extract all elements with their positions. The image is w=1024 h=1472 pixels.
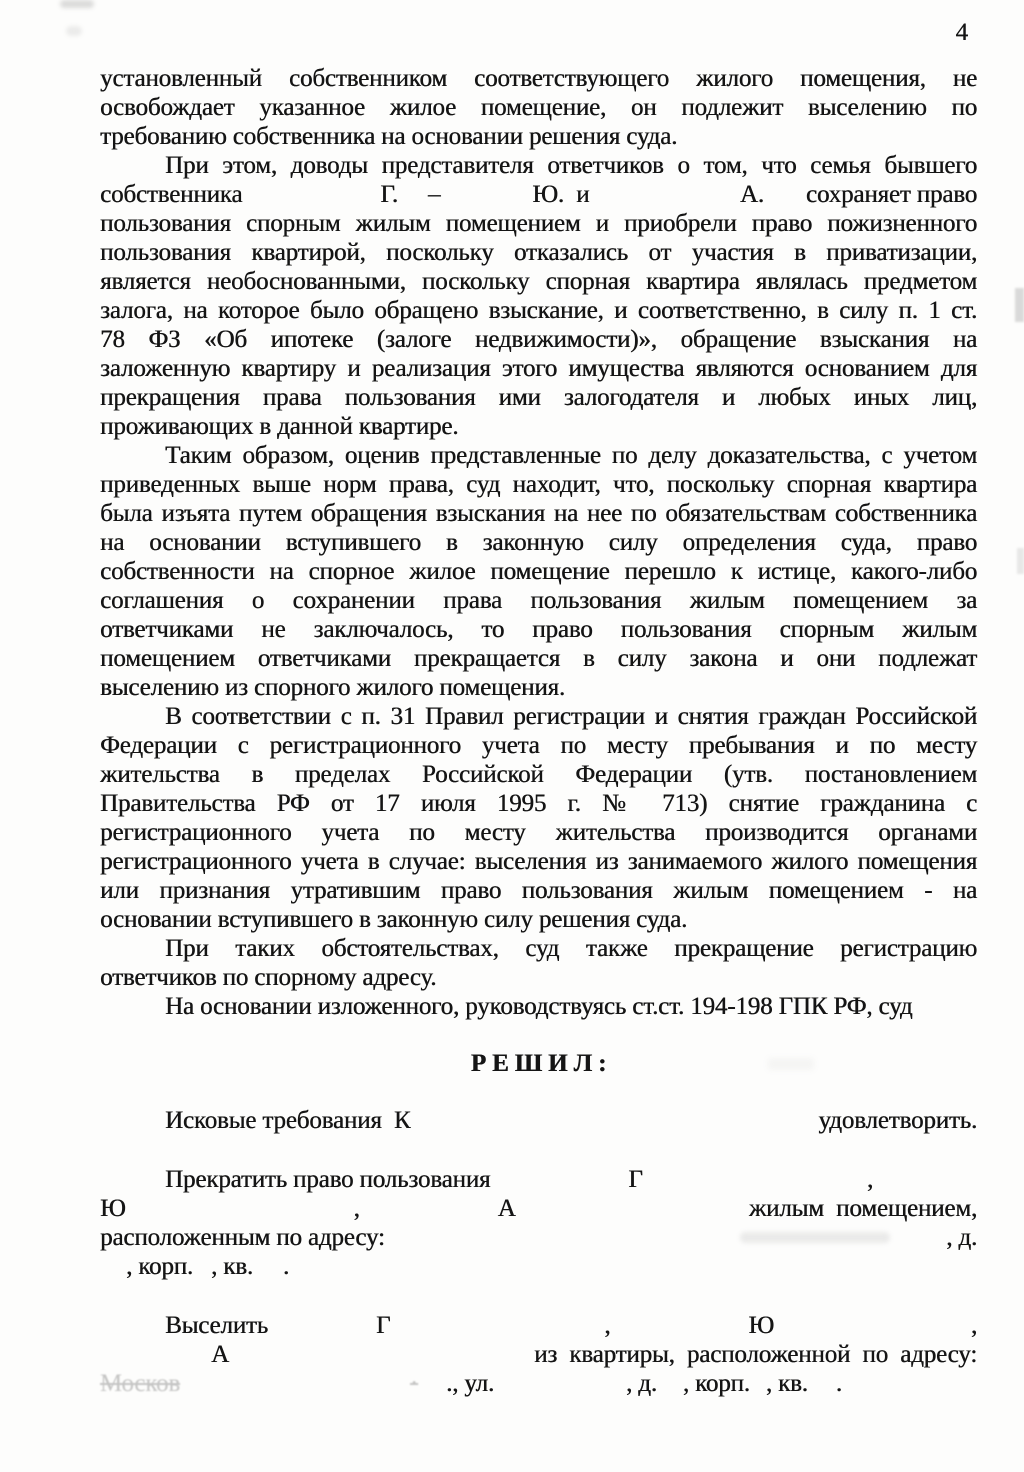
- text-run: , д.: [946, 1224, 977, 1251]
- text-run: из квартиры, расположенной по адресу:: [534, 1341, 977, 1368]
- text-run: –: [427, 181, 441, 208]
- text-line: Правительства РФ от 17 июля 1995 г. № 713) снятие гражданина с: [100, 790, 977, 817]
- text-run: удовлетворить.: [818, 1107, 977, 1134]
- redaction-gap: [589, 180, 740, 209]
- text-line: ответчиков по спорному адресу.: [100, 964, 437, 991]
- text-line: [100, 1223, 977, 1252]
- decision-evict-line: [100, 1311, 977, 1340]
- text-run: Прекратить право пользования: [165, 1166, 491, 1193]
- redaction-gap: [410, 1106, 818, 1135]
- scan-artifact: [60, 0, 94, 8]
- redaction-smudge: [740, 1232, 890, 1243]
- text-line: выселению из спорного жилого помещения.: [100, 674, 565, 701]
- redaction-gap: [229, 1340, 534, 1369]
- scan-artifact: [1015, 288, 1024, 322]
- resolution-section: [100, 1049, 977, 1398]
- text-line: [100, 1194, 977, 1223]
- text-line: [100, 180, 977, 209]
- text-line: заложенную квартиру и реализация этого имущества являются основанием для: [100, 355, 977, 382]
- text-line: пользования квартирой, поскольку отказались от участия в приватизации,: [100, 239, 977, 266]
- text-run: Исковые требования К: [165, 1107, 411, 1134]
- text-run: Ю. и: [532, 181, 590, 208]
- redaction-gap: [774, 1311, 971, 1340]
- text-line: требованию собственника на основании решения суда.: [100, 123, 678, 150]
- text-line: жительства в пределах Российской Федерации (утв. постановлением: [100, 761, 977, 788]
- text-run: сохраняет право: [805, 181, 977, 208]
- text-run: .: [835, 1370, 842, 1397]
- text-line: Федерации с регистрационного учета по месту пребывания и по месту: [100, 732, 977, 759]
- decision-terminate-line: [100, 1165, 977, 1194]
- text-run: ,: [866, 1166, 873, 1193]
- text-line: пользования спорным жилым помещением и приобрели право пожизненного: [100, 210, 977, 237]
- body-paragraphs: [100, 64, 977, 1021]
- faded-redacted-text: ·: [410, 1370, 419, 1397]
- redaction-gap: [643, 1165, 867, 1194]
- text-line: [100, 1369, 977, 1398]
- decision-claims-line: [100, 1106, 977, 1135]
- scan-artifact: [1017, 548, 1024, 574]
- page-number: 4: [955, 19, 968, 46]
- text-run: ,: [604, 1312, 611, 1339]
- text-line: ответчиками не заключалось, то право пользования спорным жилым: [100, 616, 977, 643]
- text-run: Г.: [380, 181, 398, 208]
- text-line: При таких обстоятельствах, суд также прекращение регистрацию: [165, 935, 977, 962]
- text-run: Ю: [100, 1195, 126, 1222]
- text-line: установленный собственником соответствующего жилого помещения, не: [100, 65, 977, 92]
- text-line: [100, 1252, 977, 1281]
- text-run: ., ул.: [446, 1370, 494, 1397]
- text-run: А: [497, 1195, 516, 1222]
- redaction-gap: [516, 1194, 749, 1223]
- text-run: ,: [353, 1195, 360, 1222]
- resolution-heading: Р Е Ш И Л :: [470, 1050, 607, 1077]
- text-run: жилым помещением,: [748, 1195, 977, 1222]
- text-line: освобождает указанное жилое помещение, он подлежит выселению по: [100, 94, 977, 121]
- text-line: помещением ответчиками прекращается в силу закона и они подлежат: [100, 645, 977, 672]
- text-run: Ю: [748, 1312, 774, 1339]
- text-run: расположенным по адресу:: [100, 1224, 385, 1251]
- text-line: или признания утратившим право пользования жилым помещением - на: [100, 877, 977, 904]
- text-run: Г: [628, 1166, 643, 1193]
- text-run: собственника: [100, 181, 243, 208]
- text-line: На основании изложенного, руководствуясь ст.ст. 194-198 ГПК РФ, суд: [165, 993, 913, 1020]
- text-line: является необоснованными, поскольку спорная квартира являлась предметом: [100, 268, 977, 295]
- text-line: регистрационного учета по месту жительства производится органами: [100, 819, 977, 846]
- text-run: .: [282, 1253, 290, 1280]
- text-run: Г: [375, 1312, 391, 1339]
- text-line: проживающих в данной квартире.: [100, 413, 459, 440]
- document-text: [100, 64, 977, 1398]
- text-line: 78 ФЗ «Об ипотеке (залоге недвижимости)», обращение взыскания на: [100, 326, 977, 353]
- text-run: , корп.: [682, 1370, 750, 1397]
- faded-redacted-text: Москов: [100, 1370, 181, 1397]
- redaction-gap: [385, 1223, 946, 1252]
- text-line: прекращения права пользования ими залогодателя и любых иных лиц,: [100, 384, 977, 411]
- text-line: [100, 1340, 977, 1369]
- text-run: ,: [970, 1312, 977, 1339]
- text-run: , корп.: [126, 1253, 193, 1280]
- text-line: регистрационного учета в случае: выселения из занимаемого жилого помещения: [100, 848, 977, 875]
- text-run: Выселить: [165, 1312, 268, 1339]
- text-line: была изъята путем обращения взыскания на нее по обязательствам собственника: [100, 500, 977, 527]
- text-line: При этом, доводы представителя ответчиков о том, что семья бывшего: [165, 152, 977, 179]
- text-line: основании вступившего в законную силу решения суда.: [100, 906, 688, 933]
- text-line: Таким образом, оценив представленные по делу доказательства, с учетом: [165, 442, 977, 469]
- text-line: соглашения о сохранении права пользования жилым помещением за: [100, 587, 977, 614]
- text-line: собственности на спорное жилое помещение перешло к истице, какого-либо: [100, 558, 977, 585]
- text-line: на основании вступившего в законную силу определения суда, право: [100, 529, 977, 556]
- text-run: , д.: [625, 1370, 657, 1397]
- text-line: залога, на которое было обращено взыскание, и соответственно, в силу п. 1 ст.: [100, 297, 977, 324]
- text-run: , кв.: [765, 1370, 808, 1397]
- text-line: приведенных выше норм права, суд находит, что, поскольку спорная квартира: [100, 471, 977, 498]
- text-line: В соответствии с п. 31 Правил регистрации и снятия граждан Российской: [165, 703, 977, 730]
- text-run: А: [211, 1341, 229, 1368]
- scan-artifact: [66, 26, 82, 36]
- text-run: , кв.: [210, 1253, 253, 1280]
- text-run: А.: [739, 181, 764, 208]
